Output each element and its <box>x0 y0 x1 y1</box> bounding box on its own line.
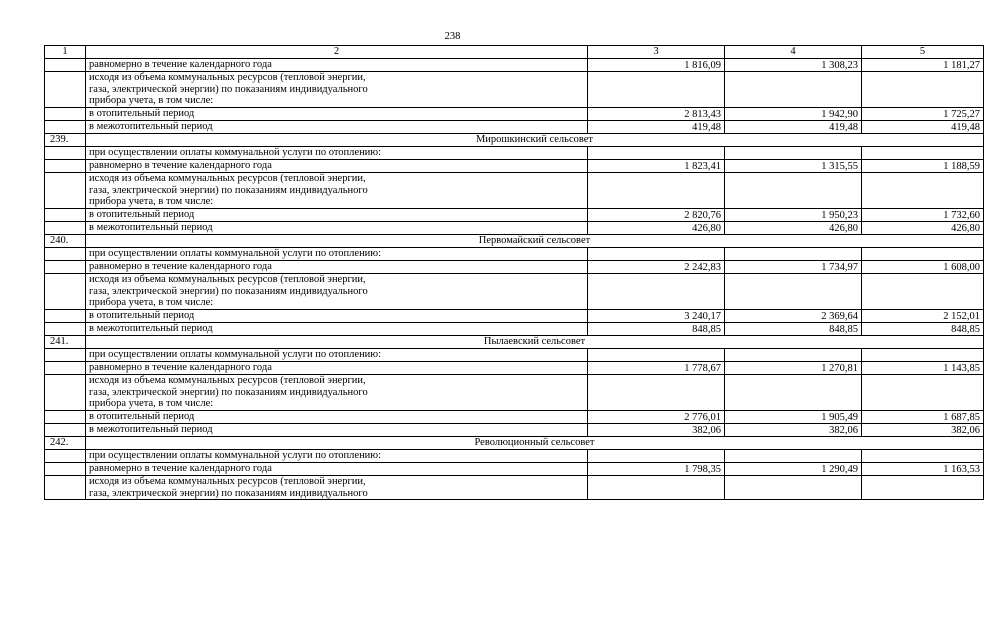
value-col4-cell: 1 270,81 <box>725 362 862 375</box>
table-row <box>45 424 984 437</box>
value-col5-cell: 1 188,59 <box>862 160 984 173</box>
row-label-line: прибора учета, в том числе: <box>89 398 214 409</box>
row-number-cell <box>45 72 86 108</box>
table-row <box>45 160 984 173</box>
value-col3-cell: 2 776,01 <box>588 411 725 424</box>
row-number-cell <box>45 375 86 411</box>
value-col4-cell <box>725 349 862 362</box>
header-cell-5: 5 <box>862 46 984 59</box>
row-number-cell <box>45 424 86 437</box>
row-number-cell <box>45 147 86 160</box>
value-col5-cell: 1 181,27 <box>862 59 984 72</box>
value-col4-cell: 2 369,64 <box>725 310 862 323</box>
row-label-cell: в отопительный период <box>86 108 588 121</box>
value-col4-cell <box>725 173 862 209</box>
section-row <box>45 134 984 147</box>
row-number-cell <box>45 108 86 121</box>
row-label-cell <box>86 72 588 108</box>
value-col3-cell: 2 242,83 <box>588 261 725 274</box>
row-label-line: газа, электрической энергии) по показаниям индивидуального <box>89 285 368 297</box>
value-col5-cell <box>862 476 984 500</box>
table-row <box>45 261 984 274</box>
value-col5-cell <box>862 274 984 310</box>
row-label-cell: равномерно в течение календарного года <box>86 160 588 173</box>
table-row <box>45 209 984 222</box>
row-number-cell <box>45 349 86 362</box>
value-col3-cell: 1 778,67 <box>588 362 725 375</box>
value-col3-cell: 2 813,43 <box>588 108 725 121</box>
table-row <box>45 59 984 72</box>
row-number-cell <box>45 222 86 235</box>
row-label-cell: равномерно в течение календарного года <box>86 362 588 375</box>
row-label-cell: равномерно в течение календарного года <box>86 59 588 72</box>
row-label-cell: в межотопительный период <box>86 121 588 134</box>
value-col5-cell: 1 732,60 <box>862 209 984 222</box>
value-col4-cell <box>725 375 862 411</box>
value-col5-cell: 382,06 <box>862 424 984 437</box>
value-col4-cell: 1 308,23 <box>725 59 862 72</box>
row-number-cell <box>45 450 86 463</box>
row-label-line: газа, электрической энергии) по показаниям индивидуального <box>89 83 368 95</box>
row-number-cell <box>45 476 86 500</box>
header-cell-3: 3 <box>588 46 725 59</box>
value-col4-cell: 382,06 <box>725 424 862 437</box>
section-number-cell: 240. <box>45 235 86 248</box>
value-col3-cell <box>588 72 725 108</box>
row-number-cell <box>45 248 86 261</box>
value-col4-cell: 1 950,23 <box>725 209 862 222</box>
table-row <box>45 222 984 235</box>
value-col5-cell: 419,48 <box>862 121 984 134</box>
value-col3-cell <box>588 450 725 463</box>
value-col4-cell: 1 734,97 <box>725 261 862 274</box>
row-label-cell: при осуществлении оплаты коммунальной услуги по отоплению: <box>86 248 588 261</box>
table-row <box>45 274 984 310</box>
row-label-line: прибора учета, в том числе: <box>89 297 214 308</box>
value-col3-cell: 848,85 <box>588 323 725 336</box>
table-row <box>45 411 984 424</box>
row-number-cell <box>45 261 86 274</box>
row-number-cell <box>45 173 86 209</box>
value-col3-cell: 1 798,35 <box>588 463 725 476</box>
section-row <box>45 235 984 248</box>
value-col5-cell <box>862 173 984 209</box>
row-label-line: прибора учета, в том числе: <box>89 95 214 106</box>
value-col4-cell: 1 905,49 <box>725 411 862 424</box>
row-number-cell <box>45 463 86 476</box>
table-row <box>45 476 984 500</box>
row-label-cell: при осуществлении оплаты коммунальной услуги по отоплению: <box>86 450 588 463</box>
value-col5-cell: 1 725,27 <box>862 108 984 121</box>
tariff-table <box>44 45 984 500</box>
row-label-cell: равномерно в течение календарного года <box>86 261 588 274</box>
row-number-cell <box>45 274 86 310</box>
value-col3-cell: 382,06 <box>588 424 725 437</box>
table-row <box>45 108 984 121</box>
value-col3-cell: 426,80 <box>588 222 725 235</box>
table-row <box>45 450 984 463</box>
row-label-cell: в отопительный период <box>86 310 588 323</box>
table-row <box>45 362 984 375</box>
value-col3-cell: 419,48 <box>588 121 725 134</box>
value-col3-cell: 3 240,17 <box>588 310 725 323</box>
row-label-cell: в межотопительный период <box>86 222 588 235</box>
row-label-cell: при осуществлении оплаты коммунальной услуги по отоплению: <box>86 147 588 160</box>
value-col3-cell <box>588 248 725 261</box>
section-title-cell: Революционный сельсовет <box>86 437 984 450</box>
row-number-cell <box>45 411 86 424</box>
row-number-cell <box>45 59 86 72</box>
row-number-cell <box>45 209 86 222</box>
value-col3-cell: 1 816,09 <box>588 59 725 72</box>
row-label-line: газа, электрической энергии) по показаниям индивидуального <box>89 184 368 196</box>
section-row <box>45 336 984 349</box>
value-col5-cell <box>862 375 984 411</box>
value-col4-cell <box>725 450 862 463</box>
value-col3-cell <box>588 274 725 310</box>
value-col3-cell <box>588 349 725 362</box>
row-label-cell <box>86 173 588 209</box>
row-number-cell <box>45 121 86 134</box>
row-number-cell <box>45 323 86 336</box>
section-row <box>45 437 984 450</box>
section-number-cell: 242. <box>45 437 86 450</box>
header-cell-1: 1 <box>45 46 86 59</box>
value-col5-cell <box>862 147 984 160</box>
row-label-cell: в отопительный период <box>86 411 588 424</box>
table-row <box>45 349 984 362</box>
value-col3-cell <box>588 476 725 500</box>
row-number-cell <box>45 310 86 323</box>
table-row <box>45 121 984 134</box>
section-title-cell: Мирошкинский сельсовет <box>86 134 984 147</box>
section-number-cell: 241. <box>45 336 86 349</box>
row-label-cell: при осуществлении оплаты коммунальной услуги по отоплению: <box>86 349 588 362</box>
value-col4-cell <box>725 248 862 261</box>
table-row <box>45 248 984 261</box>
row-label-cell: в межотопительный период <box>86 323 588 336</box>
row-label-cell: в отопительный период <box>86 209 588 222</box>
section-title-cell: Пылаевский сельсовет <box>86 336 984 349</box>
section-title-cell: Первомайский сельсовет <box>86 235 984 248</box>
table-row <box>45 310 984 323</box>
row-label-line: исходя из объема коммунальных ресурсов (тепловой энергии, <box>89 476 366 487</box>
value-col5-cell: 426,80 <box>862 222 984 235</box>
table-row <box>45 72 984 108</box>
value-col3-cell <box>588 147 725 160</box>
value-col4-cell: 1 942,90 <box>725 108 862 121</box>
value-col4-cell <box>725 476 862 500</box>
value-col3-cell: 2 820,76 <box>588 209 725 222</box>
value-col4-cell <box>725 274 862 310</box>
value-col5-cell: 2 152,01 <box>862 310 984 323</box>
row-number-cell <box>45 362 86 375</box>
section-number-cell: 239. <box>45 134 86 147</box>
value-col5-cell <box>862 72 984 108</box>
table-row <box>45 463 984 476</box>
row-label-cell <box>86 476 588 500</box>
row-label-cell: в межотопительный период <box>86 424 588 437</box>
value-col4-cell: 1 290,49 <box>725 463 862 476</box>
table-row <box>45 323 984 336</box>
row-label-line: исходя из объема коммунальных ресурсов (тепловой энергии, <box>89 375 366 386</box>
row-number-cell <box>45 160 86 173</box>
value-col5-cell: 1 143,85 <box>862 362 984 375</box>
row-label-cell <box>86 274 588 310</box>
row-label-line: прибора учета, в том числе: <box>89 196 214 207</box>
value-col3-cell: 1 823,41 <box>588 160 725 173</box>
value-col5-cell <box>862 349 984 362</box>
value-col4-cell <box>725 72 862 108</box>
header-cell-2: 2 <box>86 46 588 59</box>
row-label-line: газа, электрической энергии) по показаниям индивидуального <box>89 386 368 398</box>
tariff-table-body <box>45 46 984 500</box>
row-label-line: исходя из объема коммунальных ресурсов (тепловой энергии, <box>89 72 366 83</box>
value-col4-cell: 419,48 <box>725 121 862 134</box>
table-row <box>45 173 984 209</box>
value-col5-cell <box>862 450 984 463</box>
row-label-cell <box>86 375 588 411</box>
value-col4-cell: 426,80 <box>725 222 862 235</box>
value-col3-cell <box>588 173 725 209</box>
value-col4-cell: 848,85 <box>725 323 862 336</box>
header-cell-4: 4 <box>725 46 862 59</box>
row-label-cell: равномерно в течение календарного года <box>86 463 588 476</box>
value-col5-cell <box>862 248 984 261</box>
value-col4-cell: 1 315,55 <box>725 160 862 173</box>
value-col5-cell: 848,85 <box>862 323 984 336</box>
table-row <box>45 375 984 411</box>
page-number: 238 <box>444 31 461 42</box>
row-label-line: исходя из объема коммунальных ресурсов (тепловой энергии, <box>89 173 366 184</box>
table-header-row <box>45 46 984 59</box>
table-row <box>45 147 984 160</box>
value-col4-cell <box>725 147 862 160</box>
value-col5-cell: 1 608,00 <box>862 261 984 274</box>
row-label-line: исходя из объема коммунальных ресурсов (тепловой энергии, <box>89 274 366 285</box>
value-col5-cell: 1 687,85 <box>862 411 984 424</box>
value-col5-cell: 1 163,53 <box>862 463 984 476</box>
value-col3-cell <box>588 375 725 411</box>
row-label-line: газа, электрической энергии) по показаниям индивидуального <box>89 487 368 499</box>
